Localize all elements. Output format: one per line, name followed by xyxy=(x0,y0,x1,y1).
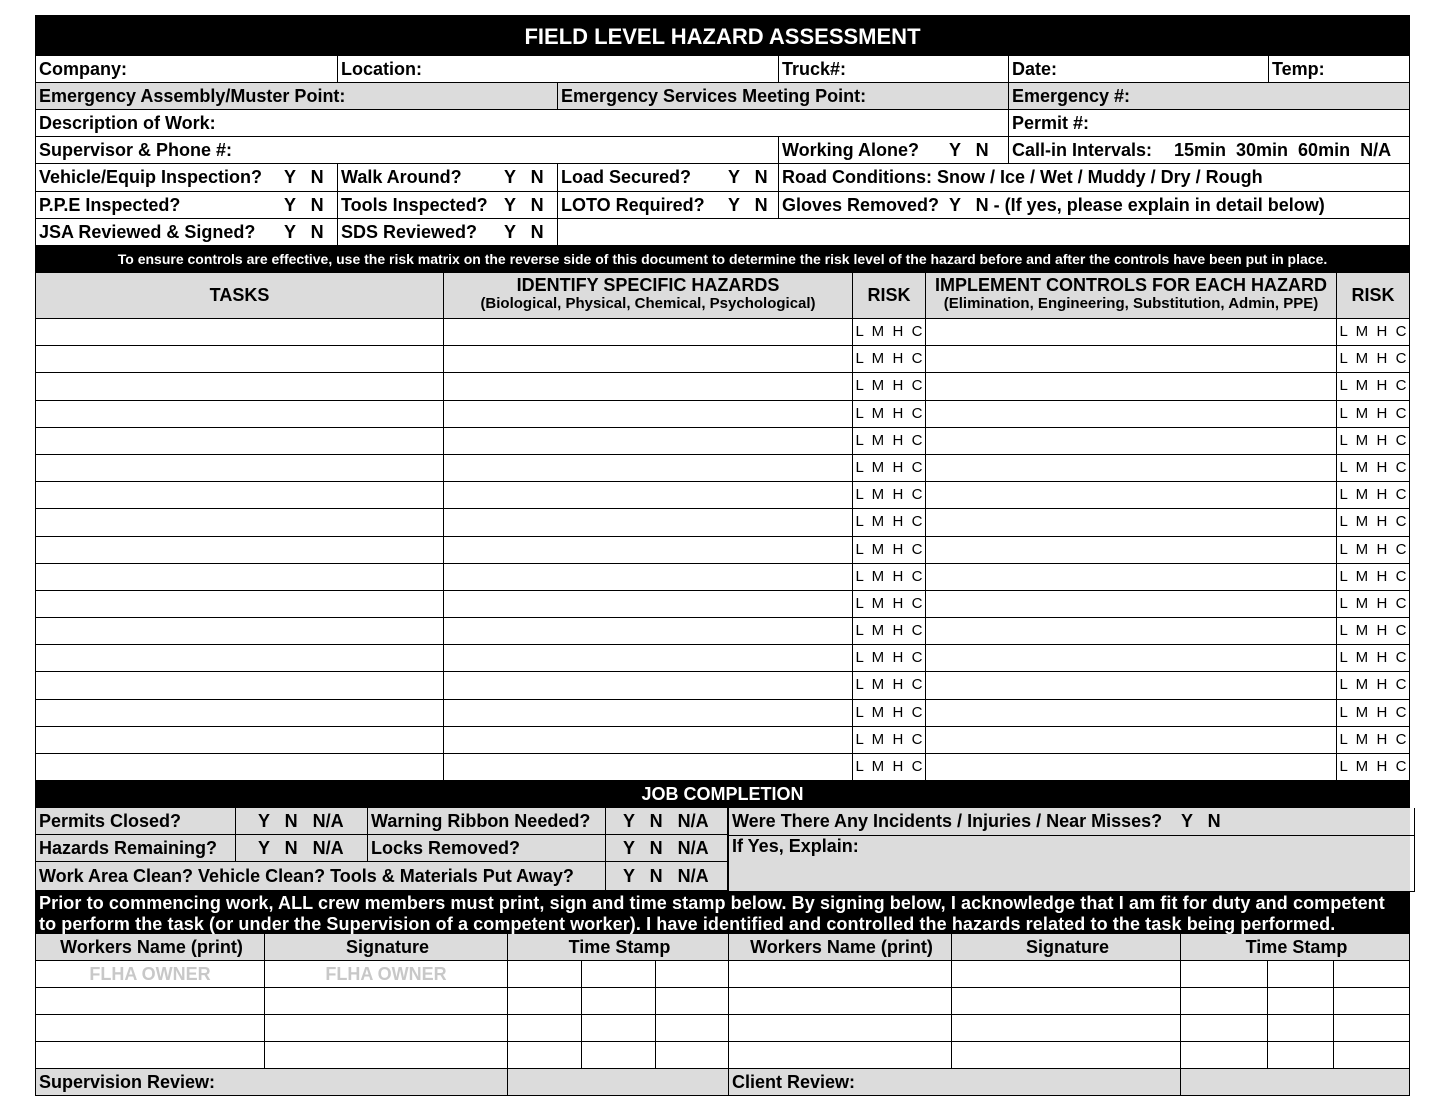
worker-name-cell[interactable] xyxy=(728,961,951,988)
client-review-stamp[interactable] xyxy=(1180,1069,1410,1096)
worker-name-cell[interactable] xyxy=(35,1042,264,1069)
services-meeting-field[interactable]: Emergency Services Meeting Point: xyxy=(557,83,1008,110)
risk-before-cell[interactable]: L M H C xyxy=(852,564,925,591)
hazard-cell[interactable] xyxy=(443,672,852,699)
ppe-inspected-yn[interactable]: Y N xyxy=(284,195,324,215)
loto-required-yn[interactable]: Y N xyxy=(728,195,768,215)
hazard-row xyxy=(35,428,1410,455)
worker-name-cell[interactable] xyxy=(35,1015,264,1042)
risk-after-cell[interactable]: L M H C xyxy=(1336,346,1410,373)
hazard-cell[interactable] xyxy=(443,754,852,781)
hazard-row xyxy=(35,319,1410,346)
loto-required-field[interactable] xyxy=(557,192,778,219)
time-out-cell[interactable] xyxy=(655,961,728,988)
risk-after-cell[interactable]: L M H C xyxy=(1336,373,1410,400)
locks-removed-label: Locks Removed? xyxy=(367,835,605,862)
working-alone-yn[interactable]: Y N xyxy=(949,140,989,160)
signature-table-header xyxy=(35,934,1410,961)
owner-signature-placeholder[interactable]: FLHA OWNER xyxy=(264,961,507,988)
controls-header-sub: (Elimination, Engineering, Substitution, Admin, PPE) xyxy=(943,295,1319,312)
control-cell[interactable] xyxy=(925,754,1336,781)
risk-after-cell[interactable]: L M H C xyxy=(1336,672,1410,699)
workers-name-header-2: Workers Name (print) xyxy=(728,934,951,961)
road-conditions-field[interactable]: Road Conditions: Snow / Ice / Wet / Muddy / Dry / Rough xyxy=(778,164,1410,192)
hazard-cell[interactable] xyxy=(443,428,852,455)
risk-before-cell[interactable]: L M H C xyxy=(852,754,925,781)
hazard-cell[interactable] xyxy=(443,700,852,727)
permits-closed-label: Permits Closed? xyxy=(35,808,235,835)
task-cell[interactable] xyxy=(35,482,443,509)
signature-cell[interactable] xyxy=(951,1015,1180,1042)
worker-name-cell[interactable] xyxy=(728,1015,951,1042)
working-alone-field[interactable] xyxy=(778,137,1008,164)
blank-check-cell xyxy=(557,219,1410,246)
time-stamp-header: Time Stamp xyxy=(507,934,728,961)
risk-after-cell[interactable]: L M H C xyxy=(1336,645,1410,672)
risk-before-cell[interactable]: L M H C xyxy=(852,618,925,645)
time-mid-cell[interactable] xyxy=(1267,1042,1333,1069)
hazard-cell[interactable] xyxy=(443,509,852,536)
control-cell[interactable] xyxy=(925,618,1336,645)
hazards-remaining-label: Hazards Remaining? xyxy=(35,835,235,862)
hazards-remaining-options[interactable]: Y N N/A xyxy=(235,835,367,862)
time-mid-cell[interactable] xyxy=(1267,1015,1333,1042)
task-cell[interactable] xyxy=(35,373,443,400)
sds-reviewed-yn[interactable]: Y N xyxy=(504,222,544,242)
client-review-field[interactable]: Client Review: xyxy=(728,1069,1180,1096)
risk-before-cell[interactable]: L M H C xyxy=(852,727,925,754)
hazard-row xyxy=(35,672,1410,699)
acknowledgement-bar xyxy=(35,891,1410,934)
signature-row xyxy=(35,961,1410,988)
load-secured-label: Load Secured? xyxy=(561,167,692,187)
risk-before-cell[interactable]: L M H C xyxy=(852,401,925,428)
risk-before-cell[interactable]: L M H C xyxy=(852,509,925,536)
locks-removed-options[interactable]: Y N N/A xyxy=(605,835,728,862)
load-secured-field[interactable] xyxy=(557,164,778,192)
time-mid-cell[interactable] xyxy=(581,1015,655,1042)
supervision-review-field[interactable]: Supervision Review: xyxy=(35,1069,507,1096)
hazard-row xyxy=(35,700,1410,727)
risk-after-cell[interactable]: L M H C xyxy=(1336,727,1410,754)
loto-required-label: LOTO Required? xyxy=(561,195,705,215)
warning-ribbon-options[interactable]: Y N N/A xyxy=(605,808,728,835)
task-cell[interactable] xyxy=(35,509,443,536)
control-cell[interactable] xyxy=(925,319,1336,346)
callin-label: Call-in Intervals: xyxy=(1012,140,1153,160)
risk-matrix-notice-bar xyxy=(35,246,1410,273)
controls-header-title: IMPLEMENT CONTROLS FOR EACH HAZARD xyxy=(935,275,1327,295)
control-cell[interactable] xyxy=(925,564,1336,591)
time-in-cell[interactable] xyxy=(507,961,581,988)
time-in-cell[interactable] xyxy=(507,1042,581,1069)
risk-before-cell[interactable]: L M H C xyxy=(852,537,925,564)
control-cell[interactable] xyxy=(925,455,1336,482)
sds-reviewed-label: SDS Reviewed? xyxy=(341,222,478,242)
task-cell[interactable] xyxy=(35,727,443,754)
control-cell[interactable] xyxy=(925,509,1336,536)
risk-after-cell[interactable]: L M H C xyxy=(1336,564,1410,591)
hazard-row xyxy=(35,591,1410,618)
hazard-cell[interactable] xyxy=(443,455,852,482)
task-cell[interactable] xyxy=(35,564,443,591)
supervisor-field[interactable]: Supervisor & Phone #: xyxy=(35,137,778,164)
hazard-cell[interactable] xyxy=(443,401,852,428)
time-out-cell[interactable] xyxy=(1333,988,1410,1015)
hazard-row xyxy=(35,537,1410,564)
description-field[interactable]: Description of Work: xyxy=(35,110,1008,137)
signature-cell[interactable] xyxy=(951,1042,1180,1069)
workers-name-header: Workers Name (print) xyxy=(35,934,264,961)
risk-before-cell[interactable]: L M H C xyxy=(852,482,925,509)
emergency-number-field[interactable]: Emergency #: xyxy=(1008,83,1410,110)
signature-row xyxy=(35,988,1410,1015)
time-out-cell[interactable] xyxy=(1333,1015,1410,1042)
jsa-reviewed-field[interactable] xyxy=(35,219,337,246)
time-in-cell[interactable] xyxy=(507,988,581,1015)
task-cell[interactable] xyxy=(35,700,443,727)
time-mid-cell[interactable] xyxy=(581,1042,655,1069)
hazard-row xyxy=(35,727,1410,754)
hazard-row xyxy=(35,482,1410,509)
worker-name-cell[interactable] xyxy=(35,988,264,1015)
permit-field[interactable]: Permit #: xyxy=(1008,110,1410,137)
hazards-header-title: IDENTIFY SPECIFIC HAZARDS xyxy=(516,275,780,295)
signature-cell[interactable] xyxy=(951,961,1180,988)
hazard-cell[interactable] xyxy=(443,319,852,346)
control-cell[interactable] xyxy=(925,700,1336,727)
tools-inspected-yn[interactable]: Y N xyxy=(504,195,544,215)
jsa-reviewed-label: JSA Reviewed & Signed? xyxy=(39,222,256,242)
hazard-row xyxy=(35,455,1410,482)
signature-header-2: Signature xyxy=(951,934,1180,961)
work-area-clean-options[interactable]: Y N N/A xyxy=(605,862,728,891)
callin-field[interactable] xyxy=(1008,137,1410,164)
signature-table-body xyxy=(35,961,1410,1069)
incidents-field[interactable] xyxy=(728,808,1415,836)
task-cell[interactable] xyxy=(35,401,443,428)
hazard-row xyxy=(35,346,1410,373)
time-out-cell[interactable] xyxy=(655,1042,728,1069)
task-cell[interactable] xyxy=(35,645,443,672)
hazard-row xyxy=(35,564,1410,591)
time-mid-cell[interactable] xyxy=(581,988,655,1015)
hazard-table-header xyxy=(35,273,1410,319)
signature-cell[interactable] xyxy=(264,1015,507,1042)
flha-form xyxy=(35,15,1410,1096)
supervision-review-stamp[interactable] xyxy=(507,1069,728,1096)
permits-closed-options[interactable]: Y N N/A xyxy=(235,808,367,835)
hazard-cell[interactable] xyxy=(443,537,852,564)
gloves-removed-label: Gloves Removed? xyxy=(782,195,940,215)
risk-after-cell[interactable]: L M H C xyxy=(1336,509,1410,536)
worker-name-cell[interactable] xyxy=(728,988,951,1015)
risk-before-cell[interactable]: L M H C xyxy=(852,672,925,699)
time-in-cell[interactable] xyxy=(1180,961,1267,988)
control-cell[interactable] xyxy=(925,645,1336,672)
jsa-reviewed-yn[interactable]: Y N xyxy=(284,222,324,242)
risk-after-cell[interactable]: L M H C xyxy=(1336,319,1410,346)
gloves-removed-field[interactable] xyxy=(778,192,1410,219)
hazard-row xyxy=(35,645,1410,672)
task-cell[interactable] xyxy=(35,455,443,482)
risk-before-cell[interactable]: L M H C xyxy=(852,373,925,400)
time-in-cell[interactable] xyxy=(507,1015,581,1042)
form-title: FIELD LEVEL HAZARD ASSESSMENT xyxy=(524,24,921,49)
acknowledgement-text: Prior to commencing work, ALL crew members must print, sign and time stamp below. By signing below, I acknowledge that I am fit for duty and competent to perform the task (or under the Supervision of a competent worker). I have identified and controlled the hazards related to the task being performed. xyxy=(39,893,1385,935)
control-cell[interactable] xyxy=(925,373,1336,400)
risk-after-cell[interactable]: L M H C xyxy=(1336,428,1410,455)
control-cell[interactable] xyxy=(925,346,1336,373)
walk-around-field[interactable] xyxy=(337,164,557,192)
risk-before-cell[interactable]: L M H C xyxy=(852,645,925,672)
incidents-label: Were There Any Incidents / Injuries / Near Misses? xyxy=(732,811,1163,832)
task-cell[interactable] xyxy=(35,672,443,699)
hazard-row xyxy=(35,754,1410,781)
review-row xyxy=(35,1069,1410,1096)
time-mid-cell[interactable] xyxy=(1267,961,1333,988)
hazard-row xyxy=(35,401,1410,428)
risk-before-header: RISK xyxy=(852,273,925,319)
ppe-inspected-field[interactable] xyxy=(35,192,337,219)
risk-matrix-notice: To ensure controls are effective, use the risk matrix on the reverse side of this document to determine the risk level of the hazard before and after the controls have been put in place. xyxy=(117,251,1328,267)
task-cell[interactable] xyxy=(35,537,443,564)
risk-after-cell[interactable]: L M H C xyxy=(1336,537,1410,564)
time-mid-cell[interactable] xyxy=(1267,988,1333,1015)
hazard-row xyxy=(35,509,1410,536)
control-cell[interactable] xyxy=(925,482,1336,509)
control-cell[interactable] xyxy=(925,672,1336,699)
time-in-cell[interactable] xyxy=(1180,1042,1267,1069)
risk-before-cell[interactable]: L M H C xyxy=(852,455,925,482)
signature-row xyxy=(35,1015,1410,1042)
task-cell[interactable] xyxy=(35,428,443,455)
control-cell[interactable] xyxy=(925,537,1336,564)
risk-after-cell[interactable]: L M H C xyxy=(1336,482,1410,509)
time-out-cell[interactable] xyxy=(655,988,728,1015)
vehicle-inspection-field[interactable] xyxy=(35,164,337,192)
task-cell[interactable] xyxy=(35,591,443,618)
working-alone-label: Working Alone? xyxy=(782,140,919,160)
hazard-cell[interactable] xyxy=(443,564,852,591)
risk-after-header: RISK xyxy=(1336,273,1410,319)
time-in-cell[interactable] xyxy=(1180,988,1267,1015)
risk-after-cell[interactable]: L M H C xyxy=(1336,401,1410,428)
risk-after-cell[interactable]: L M H C xyxy=(1336,618,1410,645)
hazard-cell[interactable] xyxy=(443,346,852,373)
signature-cell[interactable] xyxy=(264,988,507,1015)
company-field[interactable]: Company: xyxy=(35,56,337,83)
incidents-yn[interactable]: Y N xyxy=(1181,811,1221,832)
task-cell[interactable] xyxy=(35,346,443,373)
hazard-cell[interactable] xyxy=(443,482,852,509)
hazard-cell[interactable] xyxy=(443,373,852,400)
task-cell[interactable] xyxy=(35,754,443,781)
control-cell[interactable] xyxy=(925,727,1336,754)
hazard-cell[interactable] xyxy=(443,618,852,645)
hazard-table-body xyxy=(35,319,1410,781)
callin-options[interactable]: 15min 30min 60min N/A xyxy=(1174,140,1392,160)
date-field[interactable]: Date: xyxy=(1008,56,1268,83)
temp-field[interactable]: Temp: xyxy=(1268,56,1410,83)
sds-reviewed-field[interactable] xyxy=(337,219,557,246)
controls-header xyxy=(925,273,1336,319)
risk-before-cell[interactable]: L M H C xyxy=(852,319,925,346)
task-cell[interactable] xyxy=(35,319,443,346)
time-out-cell[interactable] xyxy=(1333,961,1410,988)
signature-header: Signature xyxy=(264,934,507,961)
risk-before-cell[interactable]: L M H C xyxy=(852,700,925,727)
hazard-cell[interactable] xyxy=(443,645,852,672)
hazard-cell[interactable] xyxy=(443,591,852,618)
tools-inspected-label: Tools Inspected? xyxy=(341,195,488,215)
load-secured-yn[interactable]: Y N xyxy=(728,167,768,187)
risk-before-cell[interactable]: L M H C xyxy=(852,346,925,373)
job-completion-bar xyxy=(35,781,1410,808)
location-field[interactable]: Location: xyxy=(337,56,778,83)
job-completion-section xyxy=(35,808,1410,891)
truck-field[interactable]: Truck#: xyxy=(778,56,1008,83)
control-cell[interactable] xyxy=(925,591,1336,618)
tools-inspected-field[interactable] xyxy=(337,192,557,219)
hazard-cell[interactable] xyxy=(443,727,852,754)
hazard-row xyxy=(35,373,1410,400)
muster-point-field[interactable]: Emergency Assembly/Muster Point: xyxy=(35,83,557,110)
time-mid-cell[interactable] xyxy=(581,961,655,988)
time-in-cell[interactable] xyxy=(1180,1015,1267,1042)
work-area-clean-label: Work Area Clean? Vehicle Clean? Tools & Materials Put Away? xyxy=(35,862,605,891)
hazard-row xyxy=(35,618,1410,645)
vehicle-inspection-label: Vehicle/Equip Inspection? xyxy=(39,167,263,187)
signature-cell[interactable] xyxy=(951,988,1180,1015)
walk-around-yn[interactable]: Y N xyxy=(504,167,544,187)
time-stamp-header-2: Time Stamp xyxy=(1180,934,1410,961)
tasks-header: TASKS xyxy=(35,273,443,319)
task-cell[interactable] xyxy=(35,618,443,645)
warning-ribbon-label: Warning Ribbon Needed? xyxy=(367,808,605,835)
risk-before-cell[interactable]: L M H C xyxy=(852,428,925,455)
gloves-removed-yn[interactable]: Y N - (If yes, please explain in detail below) xyxy=(949,195,1325,215)
signature-row xyxy=(35,1042,1410,1069)
signature-cell[interactable] xyxy=(264,1042,507,1069)
form-title-bar xyxy=(35,15,1410,56)
risk-after-cell[interactable]: L M H C xyxy=(1336,754,1410,781)
hazards-header xyxy=(443,273,852,319)
control-cell[interactable] xyxy=(925,428,1336,455)
vehicle-inspection-yn[interactable]: Y N xyxy=(284,167,324,187)
risk-after-cell[interactable]: L M H C xyxy=(1336,591,1410,618)
control-cell[interactable] xyxy=(925,401,1336,428)
risk-after-cell[interactable]: L M H C xyxy=(1336,700,1410,727)
job-completion-title: JOB COMPLETION xyxy=(641,784,804,805)
hazards-header-sub: (Biological, Physical, Chemical, Psychological) xyxy=(480,295,816,312)
risk-before-cell[interactable]: L M H C xyxy=(852,591,925,618)
incident-explain-field[interactable]: If Yes, Explain: xyxy=(728,835,1415,892)
walk-around-label: Walk Around? xyxy=(341,167,462,187)
ppe-inspected-label: P.P.E Inspected? xyxy=(39,195,181,215)
risk-after-cell[interactable]: L M H C xyxy=(1336,455,1410,482)
time-out-cell[interactable] xyxy=(1333,1042,1410,1069)
owner-name-placeholder[interactable]: FLHA OWNER xyxy=(35,961,264,988)
time-out-cell[interactable] xyxy=(655,1015,728,1042)
worker-name-cell[interactable] xyxy=(728,1042,951,1069)
